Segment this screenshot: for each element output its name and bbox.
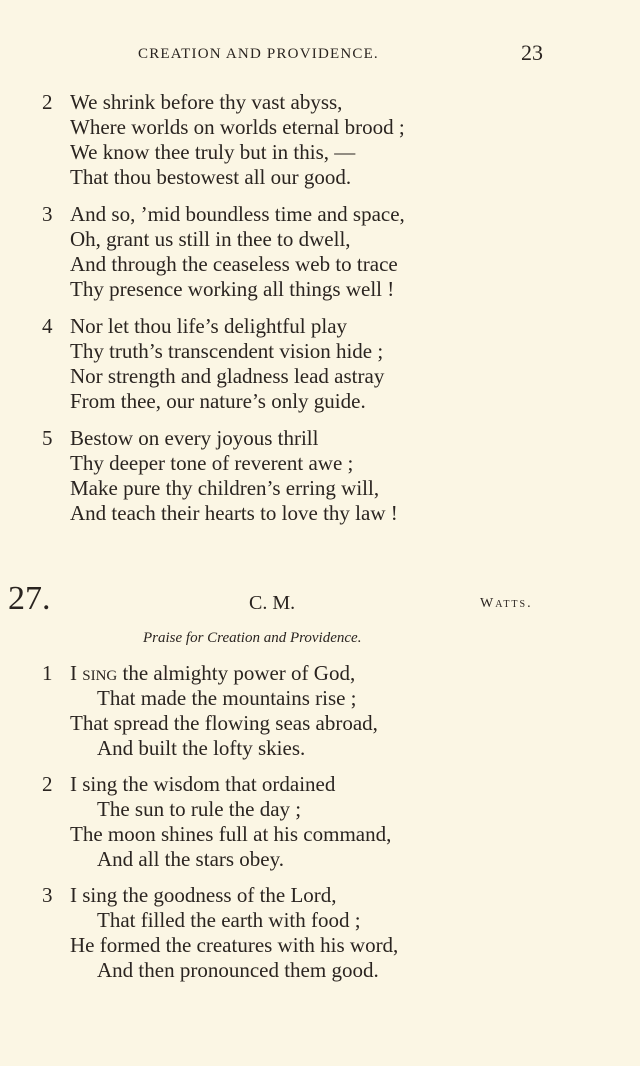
verse-line: That thou bestowest all our good.: [70, 165, 352, 189]
verse-line: Where worlds on worlds eternal brood ;: [70, 115, 405, 139]
hymn-number: 27.: [8, 580, 51, 617]
stanza-number: 5: [42, 426, 53, 450]
verse-line: And then pronounced them good.: [97, 958, 379, 982]
stanza-number: 4: [42, 314, 53, 338]
stanza-number: 1: [42, 661, 53, 685]
verse-line: The moon shines full at his command,: [70, 822, 392, 846]
hymn-subtitle: Praise for Creation and Providence.: [143, 630, 362, 646]
page-number: 23: [521, 40, 543, 65]
verse-line: That filled the earth with food ;: [97, 908, 361, 932]
verse-line: And so, ’mid boundless time and space,: [70, 202, 405, 226]
verse-line: Thy presence working all things well !: [70, 277, 395, 301]
verse-line: Make pure thy children’s erring will,: [70, 476, 380, 500]
verse-line: That spread the flowing seas abroad,: [70, 711, 378, 735]
verse-line: From thee, our nature’s only guide.: [70, 389, 366, 413]
running-title: CREATION AND PROVIDENCE.: [138, 46, 379, 62]
stanza-number: 3: [42, 883, 53, 907]
hymn-author: Watts.: [480, 596, 533, 611]
verse-line: Thy truth’s transcendent vision hide ;: [70, 339, 384, 363]
verse-line: We shrink before thy vast abyss,: [70, 90, 343, 114]
verse-line-first: [70, 661, 355, 686]
stanza-number: 3: [42, 202, 53, 226]
verse-line: And through the ceaseless web to trace: [70, 252, 398, 276]
verse-line-rest: the almighty power of God,: [117, 661, 356, 685]
verse-line: He formed the creatures with his word,: [70, 933, 399, 957]
verse-line: Thy deeper tone of reverent awe ;: [70, 451, 354, 475]
verse-line: I sing the goodness of the Lord,: [70, 883, 337, 907]
verse-line: And teach their hearts to love thy law !: [70, 501, 398, 525]
verse-line: That made the mountains rise ;: [97, 686, 357, 710]
verse-line: Nor strength and gladness lead astray: [70, 364, 385, 388]
stanza-number: 2: [42, 772, 53, 796]
verse-first-word: I sing: [70, 661, 118, 685]
stanza-number: 2: [42, 90, 53, 114]
hymn-meter: C. M.: [249, 592, 296, 614]
verse-line: The sun to rule the day ;: [97, 797, 302, 821]
verse-line: Bestow on every joyous thrill: [70, 426, 319, 450]
verse-line: And all the stars obey.: [97, 847, 285, 871]
verse-line: Nor let thou life’s delightful play: [70, 314, 348, 338]
verse-line: I sing the wisdom that ordained: [70, 772, 336, 796]
verse-line: And built the lofty skies.: [97, 736, 306, 760]
verse-line: Oh, grant us still in thee to dwell,: [70, 227, 351, 251]
verse-line: We know thee truly but in this, —: [70, 140, 356, 164]
